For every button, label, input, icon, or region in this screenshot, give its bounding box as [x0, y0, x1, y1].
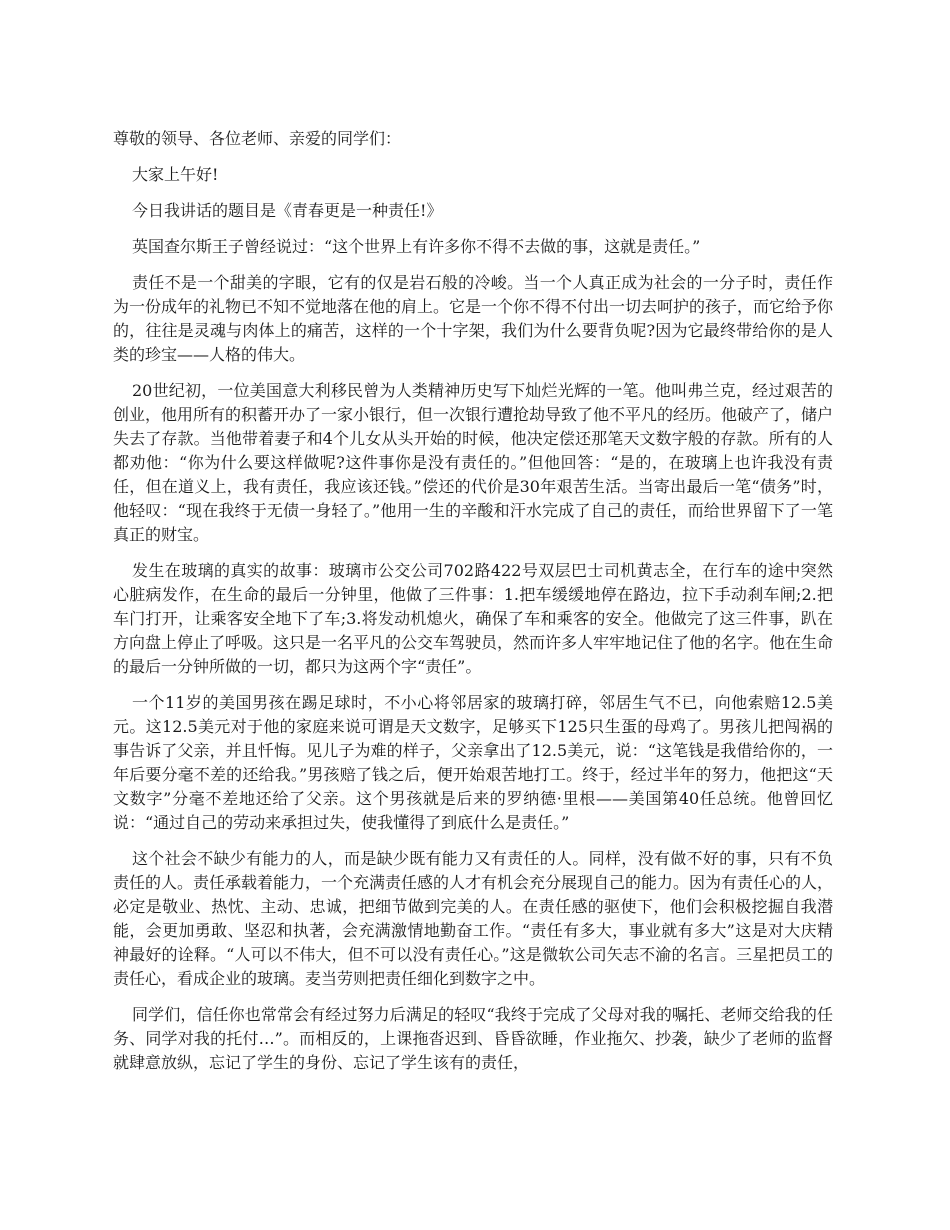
paragraph-responsibility-definition: 责任不是一个甜美的字眼，它有的仅是岩石般的冷峻。当一个人真正成为社会的一分子时，责任作为一份成年的礼物已不知不觉地落在他的肩上。它是一个你不得不付出一切去呵护的孩子，而它给予你的，往往是灵魂与肉体上的痛苦，这样的一个十字架，我们为什么要背负呢?因为它最终带给你的是人类的珍宝——人格的伟大。	[113, 273, 834, 364]
paragraph-reagan-story: 一个11岁的美国男孩在踢足球时，不小心将邻居家的玻璃打碎，邻居生气不已，向他索赔12.5美元。这12.5美元对于他的家庭来说可谓是天文数字，足够买下125只生蛋的母鸡了。男孩儿把闯祸的事告诉了父亲，并且忏悔。见儿子为难的样子，父亲拿出了12.5美元，说：“这笔钱是我借给你的，一年后要分毫不差的还给我。”男孩赔了钱之后，便开始艰苦地打工。终于，经过半年的努力，他把这“天文数字”分毫不差地还给了父亲。这个男孩就是后来的罗纳德·里根——美国第40任总统。他曾回忆说：“通过自己的劳动来承担过失，使我懂得了到底什么是责任。”	[113, 693, 833, 832]
paragraph-topic: 今日我讲话的题目是《青春更是一种责任!》	[132, 201, 443, 220]
paragraph-greeting: 大家上午好!	[132, 165, 219, 184]
speech-body	[113, 127, 833, 1087]
paragraph-quote-prince-charles: 英国查尔斯王子曾经说过：“这个世界上有许多你不得不去做的事，这就是责任。”	[132, 237, 701, 256]
salutation: 尊敬的领导、各位老师、亲爱的同学们：	[113, 129, 402, 148]
paragraph-ability-and-responsibility: 这个社会不缺少有能力的人，而是缺少既有能力又有责任的人。同样，没有做不好的事，只有不负责任的人。责任承载着能力，一个充满责任感的人才有机会充分展现自己的能力。因为有责任心的人，必定是敬业、热忱、主动、忠诚，把细节做到完美的人。在责任感的驱使下，他们会积极挖掘自我潜能，会更加勇敢、坚忍和执著，会充满激情地勤奋工作。“责任有多大，事业就有多大”这是对大庆精神最好的诠释。“人可以不伟大，但不可以没有责任心。”这是微软公司矢志不渝的名言。三星把员工的责任心，看成企业的玻璃。麦当劳则把责任细化到数字之中。	[113, 849, 834, 988]
paragraph-bus-driver-story: 发生在玻璃的真实的故事：玻璃市公交公司702路422号双层巴士司机黄志全，在行车的途中突然心脏病发作，在生命的最后一分钟里，他做了三件事：1.把车缓缓地停在路边，拉下手动刹车闸;2.把车门打开，让乘客安全地下了车;3.将发动机熄火，确保了车和乘客的安全。他做完了这三件事，趴在方向盘上停止了呼吸。这只是一名平凡的公交车驾驶员，然而许多人牢牢地记住了他的名字。他在生命的最后一分钟所做的一切，都只为这两个字“责任”。	[113, 561, 834, 676]
paragraph-students: 同学们，信任你也常常会有经过努力后满足的轻叹“我终于完成了父母对我的嘱托、老师交给我的任务、同学对我的托付…”。而相反的，上课拖沓迟到、昏昏欲睡，作业拖欠、抄袭，缺少了老师的监督就肆意放纵，忘记了学生的身份、忘记了学生该有的责任，	[113, 1005, 833, 1072]
paragraph-frank-story: 20世纪初，一位美国意大利移民曾为人类精神历史写下灿烂光辉的一笔。他叫弗兰克，经过艰苦的创业，他用所有的积蓄开办了一家小银行，但一次银行遭抢劫导致了他不平凡的经历。他破产了，储户失去了存款。当他带着妻子和4个儿女从头开始的时候，他决定偿还那笔天文数字般的存款。所有的人都劝他：“你为什么要这样做呢?这件事你是没有责任的。”但他回答：“是的，在玻璃上也许我没有责任，但在道义上，我有责任，我应该还钱。”偿还的代价是30年艰苦生活。当寄出最后一笔“债务”时，他轻叹：“现在我终于无债一身轻了。”他用一生的辛酸和汗水完成了自己的责任，而给世界留下了一笔真正的财宝。	[113, 381, 834, 544]
